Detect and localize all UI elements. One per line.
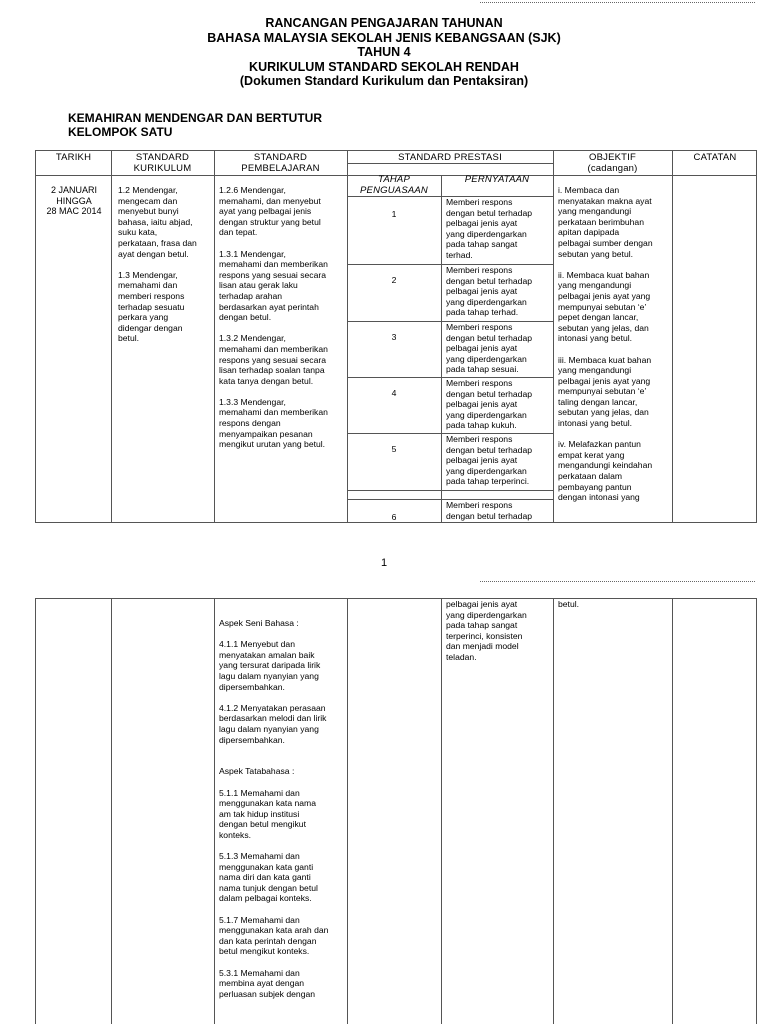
header-standard-prestasi: STANDARD PRESTASI bbox=[398, 152, 502, 163]
cell-tarikh: 2 JANUARI HINGGA 28 MAC 2014 bbox=[46, 185, 102, 217]
pernyataan-5: Memberi respons dengan betul terhadap pelbagai jenis ayat yang diperdengarkan pada tahap terperinci. bbox=[446, 434, 533, 487]
document-header bbox=[0, 16, 768, 89]
header-dotted-line bbox=[480, 2, 755, 4]
tahap-3: 3 bbox=[391, 332, 397, 342]
tahap-5: 5 bbox=[391, 444, 397, 454]
pernyataan-2: Memberi respons dengan betul terhadap pelbagai jenis ayat yang diperdengarkan pada tahap terhad. bbox=[446, 265, 533, 318]
header-standard-kurikulum: STANDARD KURIKULUM bbox=[133, 152, 192, 174]
page-number: 1 bbox=[380, 557, 388, 569]
tahap-6: 6 bbox=[391, 512, 397, 522]
header-standard-pembelajaran: STANDARD PEMBELAJARAN bbox=[241, 152, 320, 174]
lesson-plan-table bbox=[35, 150, 757, 523]
pernyataan-6: Memberi respons dengan betul terhadap bbox=[446, 500, 533, 521]
pernyataan-3: Memberi respons dengan betul terhadap pelbagai jenis ayat yang diperdengarkan pada tahap sesuai. bbox=[446, 322, 533, 375]
header-pernyataan: PERNYATAAN bbox=[464, 174, 530, 185]
pernyataan-4: Memberi respons dengan betul terhadap pelbagai jenis ayat yang diperdengarkan pada tahap kukuh. bbox=[446, 378, 533, 431]
section-skill: KEMAHIRAN MENDENGAR DAN BERTUTUR bbox=[68, 111, 322, 125]
header-objektif: OBJEKTIF (cadangan) bbox=[587, 152, 638, 174]
cell-standard-pembelajaran-cont: Aspek Seni Bahasa : 4.1.1 Menyebut dan menyatakan amalan baik yang tersurat daripada lirik lagu dalam nyanyian yang dipersembahkan. 4.1.2 Menyatakan perasaan berdasarkan melodi dan lirik lagu dalam nyanyian yang dipersembahkan. Aspek Tatabahasa : 5.1.1 Memahami dan menggunakan kata nama am tak hidup institusi dengan betul mengikut konteks. 5.1.3 Memahami dan menggunakan kata ganti nama diri dan kata ganti nama tunjuk dengan betul dalam pelbagai konteks. 5.1.7 Memahami dan menggunakan kata arah dan dan kata perintah dengan betul mengikut konteks. 5.3.1 Memahami dan membina ayat dengan perluasan subjek dengan bbox=[219, 618, 329, 999]
cell-objektif-cont: betul. bbox=[558, 599, 580, 609]
cell-pernyataan-cont: pelbagai jenis ayat yang diperdengarkan pada tahap sangat terperinci, konsisten dan menjadi model teladan. bbox=[446, 599, 527, 662]
header-dotted-line-page-2 bbox=[480, 581, 755, 583]
pernyataan-1: Memberi respons dengan betul terhadap pelbagai jenis ayat yang diperdengarkan pada tahap sangat terhad. bbox=[446, 197, 533, 260]
header-curriculum: KURIKULUM STANDARD SEKOLAH RENDAH bbox=[249, 59, 519, 74]
tahap-4: 4 bbox=[391, 388, 397, 398]
header-year: TAHUN 4 bbox=[357, 45, 411, 59]
tahap-2: 2 bbox=[391, 275, 397, 285]
header-tahap-penguasaan: TAHAP PENGUASAAN bbox=[360, 174, 428, 196]
tahap-1: 1 bbox=[391, 209, 397, 219]
cell-standard-pembelajaran: 1.2.6 Mendengar, memahami, dan menyebut ayat yang pelbagai jenis dengan struktur yang betul dan tepat. 1.3.1 Mendengar, memahami dan memberikan respons yang sesuai secara lisan atau gerak laku terhadap arahan berdasarkan ayat perintah dengan betul. 1.3.2 Mendengar, memahami dan memberikan respons yang sesuai secara lisan terhadap soalan tanpa kata tanya dengan betul. 1.3.3 Mendengar, memahami dan memberikan respons dengan menyampaikan pesanan mengikut urutan yang betul. bbox=[219, 185, 328, 450]
lesson-plan-table-continued bbox=[35, 598, 757, 1024]
header-title: RANCANGAN PENGAJARAN TAHUNAN bbox=[265, 16, 503, 30]
header-document: (Dokumen Standard Kurikulum dan Pentaksiran) bbox=[239, 74, 529, 88]
section-group: KELOMPOK SATU bbox=[68, 124, 173, 139]
header-tarikh: TARIKH bbox=[55, 152, 92, 163]
section-heading bbox=[68, 112, 322, 139]
cell-standard-kurikulum: 1.2 Mendengar, mengecam dan menyebut bunyi bahasa, iaitu abjad, suku kata, perkataan, frasa dan ayat dengan betul. 1.3 Mendengar, memahami dan memberi respons terhadap sesuatu perkara yang didengar dengan betul. bbox=[118, 185, 197, 344]
header-subject: BAHASA MALAYSIA SEKOLAH JENIS KEBANGSAAN (SJK) bbox=[207, 30, 561, 45]
cell-objektif: i. Membaca dan menyatakan makna ayat yang mengandungi perkataan berimbuhan apitan dapipada pelbagai sumber dengan sebutan yang betul. ii. Membaca kuat bahan yang mengandungi pelbagai jenis ayat yang mempunyai sebutan ‘e’ pepet dengan lancar, sebutan yang jelas, dan intonasi yang betul. iii. Membaca kuat bahan yang mengandungi pelbagai jenis ayat yang mempunyai sebutan ‘e’ taling dengan lancar, sebutan yang jelas, dan intonasi yang betul. iv. Melafazkan pantun empat kerat yang mengandungi keindahan perkataan dalam pembayang pantun dengan intonasi yang bbox=[558, 185, 653, 503]
header-catatan: CATATAN bbox=[693, 152, 737, 163]
